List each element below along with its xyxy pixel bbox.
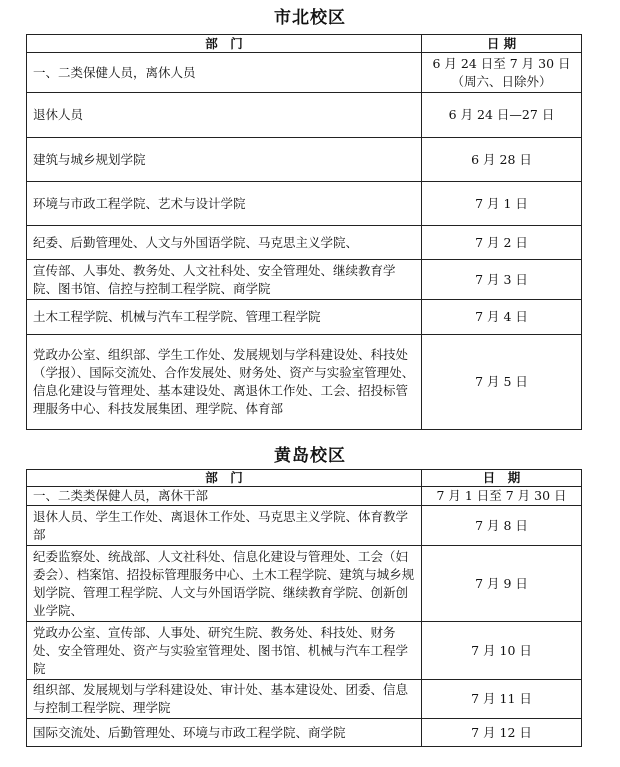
table-header-row bbox=[27, 470, 582, 487]
dept-cell: 环境与市政工程学院、艺术与设计学院 bbox=[27, 182, 422, 226]
table-row bbox=[27, 506, 582, 546]
date-cell: 7 月 8 日 bbox=[422, 506, 582, 546]
table-row bbox=[27, 546, 582, 622]
date-cell: 7 月 3 日 bbox=[422, 260, 582, 300]
dept-cell: 组织部、发展规划与学科建设处、审计处、基本建设处、团委、信息与控制工程学院、理学院 bbox=[27, 680, 422, 719]
date-cell: 6 月 28 日 bbox=[422, 138, 582, 182]
table-row bbox=[27, 680, 582, 719]
date-cell: 7 月 11 日 bbox=[422, 680, 582, 719]
dept-cell: 一、二类类保健人员，离休干部 bbox=[27, 487, 422, 506]
table-row bbox=[27, 719, 582, 747]
table-row bbox=[27, 487, 582, 506]
north-campus-title: 市北校区 bbox=[274, 8, 346, 28]
dept-cell: 纪委、后勤管理处、人文与外国语学院、马克思主义学院、 bbox=[27, 226, 422, 260]
table-row bbox=[27, 622, 582, 680]
dept-cell: 党政办公室、组织部、学生工作处、发展规划与学科建设处、科技处（学报）、国际交流处、合作发展处、财务处、资产与实验室管理处、信息化建设与管理处、基本建设处、离退休工作处、工会、招投标管理服务中心、科技发展集团、理学院、体育部 bbox=[27, 335, 422, 430]
date-cell: 6 月 24 日—27 日 bbox=[422, 93, 582, 138]
table-row bbox=[27, 138, 582, 182]
date-cell: 7 月 9 日 bbox=[422, 546, 582, 622]
date-header: 日 期 bbox=[422, 35, 582, 53]
date-cell: 7 月 12 日 bbox=[422, 719, 582, 747]
date-cell: 7 月 4 日 bbox=[422, 300, 582, 335]
table-row bbox=[27, 226, 582, 260]
dept-cell: 国际交流处、后勤管理处、环境与市政工程学院、商学院 bbox=[27, 719, 422, 747]
dept-cell: 宣传部、人事处、教务处、人文社科处、安全管理处、继续教育学院、图书馆、信控与控制工程学院、商学院 bbox=[27, 260, 422, 300]
date-cell: 7 月 2 日 bbox=[422, 226, 582, 260]
table-row bbox=[27, 53, 582, 93]
north-schedule-table bbox=[26, 34, 582, 430]
dept-cell: 纪委监察处、统战部、人文社科处、信息化建设与管理处、工会（妇委会）、档案馆、招投标管理服务中心、土木工程学院、建筑与城乡规划学院、管理工程学院、人文与外国语学院、继续教育学院、创新创业学院、 bbox=[27, 546, 422, 622]
date-header: 日 期 bbox=[422, 470, 582, 487]
date-cell bbox=[422, 53, 582, 93]
date-cell: 7 月 1 日 bbox=[422, 182, 582, 226]
dept-cell: 退休人员、学生工作处、离退休工作处、马克思主义学院、体育教学部 bbox=[27, 506, 422, 546]
table-row bbox=[27, 300, 582, 335]
huangdao-schedule-table bbox=[26, 469, 582, 747]
dept-cell: 党政办公室、宣传部、人事处、研究生院、教务处、科技处、财务处、安全管理处、资产与实验室管理处、图书馆、机械与汽车工程学院 bbox=[27, 622, 422, 680]
date-line: 6 月 24 日至 7 月 30 日 bbox=[432, 55, 571, 71]
date-note: （周六、日除外） bbox=[451, 73, 552, 89]
table-row bbox=[27, 260, 582, 300]
dept-cell: 一、二类保健人员，离休人员 bbox=[27, 53, 422, 93]
dept-header: 部 门 bbox=[27, 35, 422, 53]
date-cell: 7 月 10 日 bbox=[422, 622, 582, 680]
huangdao-campus-title: 黄岛校区 bbox=[274, 446, 346, 466]
dept-cell: 土木工程学院、机械与汽车工程学院、管理工程学院 bbox=[27, 300, 422, 335]
table-row bbox=[27, 335, 582, 430]
table-row bbox=[27, 182, 582, 226]
dept-cell: 建筑与城乡规划学院 bbox=[27, 138, 422, 182]
dept-header: 部 门 bbox=[27, 470, 422, 487]
table-row bbox=[27, 93, 582, 138]
dept-cell: 退休人员 bbox=[27, 93, 422, 138]
date-cell: 7 月 1 日至 7 月 30 日 bbox=[422, 487, 582, 506]
table-header-row bbox=[27, 35, 582, 53]
date-cell: 7 月 5 日 bbox=[422, 335, 582, 430]
